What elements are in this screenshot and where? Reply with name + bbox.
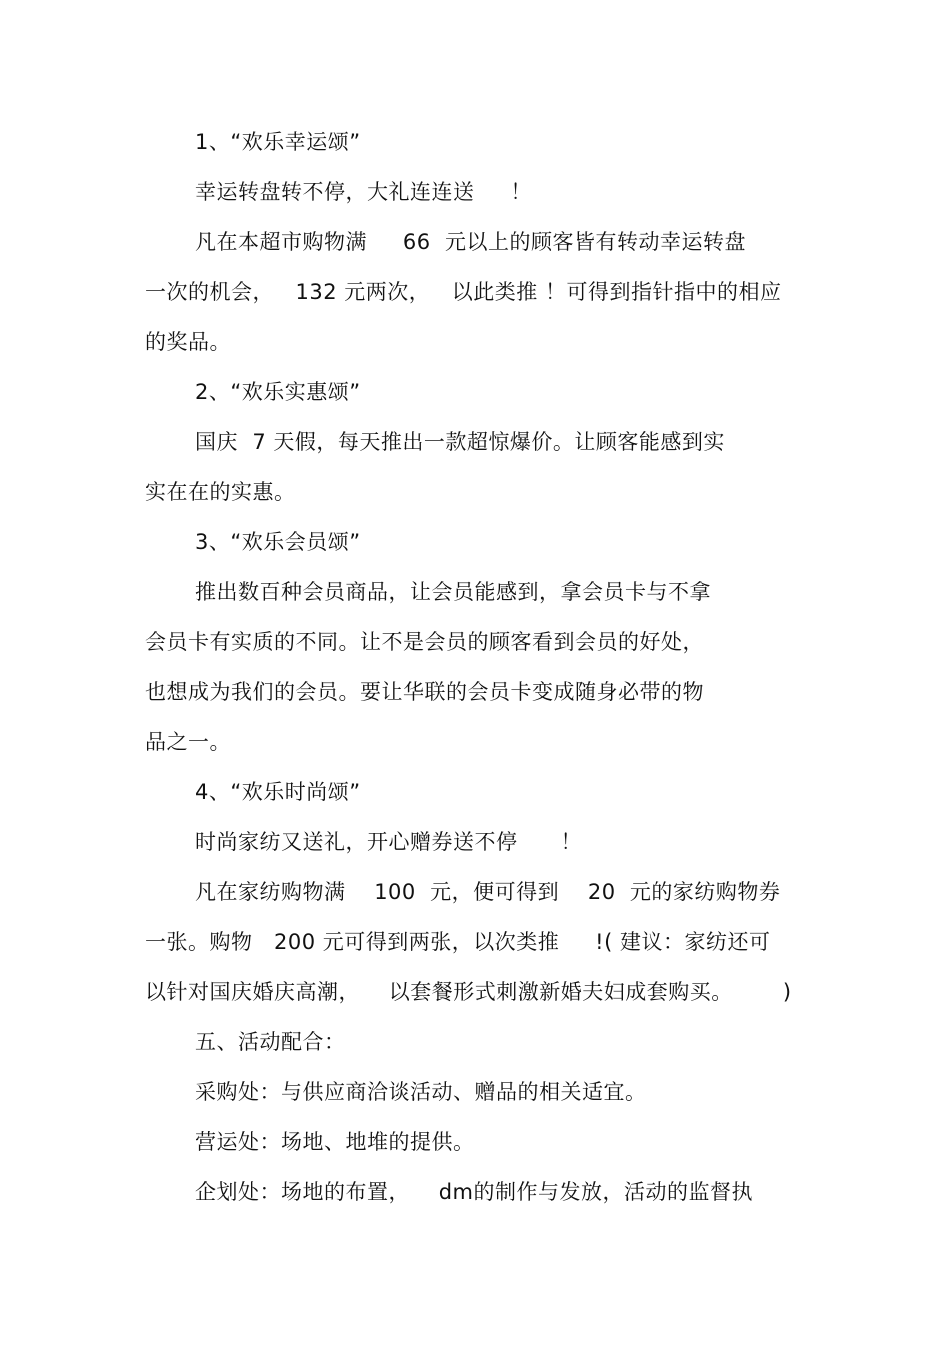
section-heading-4: 4、“欢乐时尚颂” [195, 780, 361, 804]
paragraph-line: 国庆 7 天假，每天推出一款超惊爆价。让顾客能感到实 [195, 430, 725, 454]
paragraph-line: 也想成为我们的会员。要让华联的会员卡变成随身必带的物 [145, 680, 704, 704]
paragraph-line: 凡在本超市购物满 66 元以上的顾客皆有转动幸运转盘 [195, 230, 746, 254]
section-heading-5: 五、活动配合： [195, 1030, 346, 1054]
paragraph-line: 推出数百种会员商品，让会员能感到，拿会员卡与不拿 [195, 580, 711, 604]
paragraph-line: 会员卡有实质的不同。让不是会员的顾客看到会员的好处， [145, 630, 704, 654]
section-heading-3: 3、“欢乐会员颂” [195, 530, 361, 554]
paragraph-line: 的奖品。 [145, 330, 231, 354]
section-heading-1: 1、“欢乐幸运颂” [195, 130, 361, 154]
paragraph-line: 幸运转盘转不停，大礼连连送 ！ [195, 180, 532, 204]
paragraph-line: 一次的机会， 132 元两次， 以此类推 ！可得到指针指中的相应 [145, 280, 782, 304]
paragraph-line: 时尚家纺又送礼，开心赠券送不停 ！ [195, 830, 583, 854]
paragraph-line: 采购处：与供应商洽谈活动、赠品的相关适宜。 [195, 1080, 647, 1104]
section-heading-2: 2、“欢乐实惠颂” [195, 380, 361, 404]
paragraph-line: 企划处：场地的布置， dm的制作与发放，活动的监督执 [195, 1180, 753, 1204]
paragraph-line: 凡在家纺购物满 100 元，便可得到 20 元的家纺购物券 [195, 880, 781, 904]
paragraph-line: 品之一。 [145, 730, 231, 754]
paragraph-line: 以针对国庆婚庆高潮， 以套餐形式刺激新婚夫妇成套购买。 ) [145, 980, 792, 1004]
paragraph-line: 营运处：场地、地堆的提供。 [195, 1130, 475, 1154]
paragraph-line: 实在在的实惠。 [145, 480, 296, 504]
paragraph-line: 一张。购物 200 元可得到两张，以次类推 !( 建议：家纺还可 [145, 930, 771, 954]
